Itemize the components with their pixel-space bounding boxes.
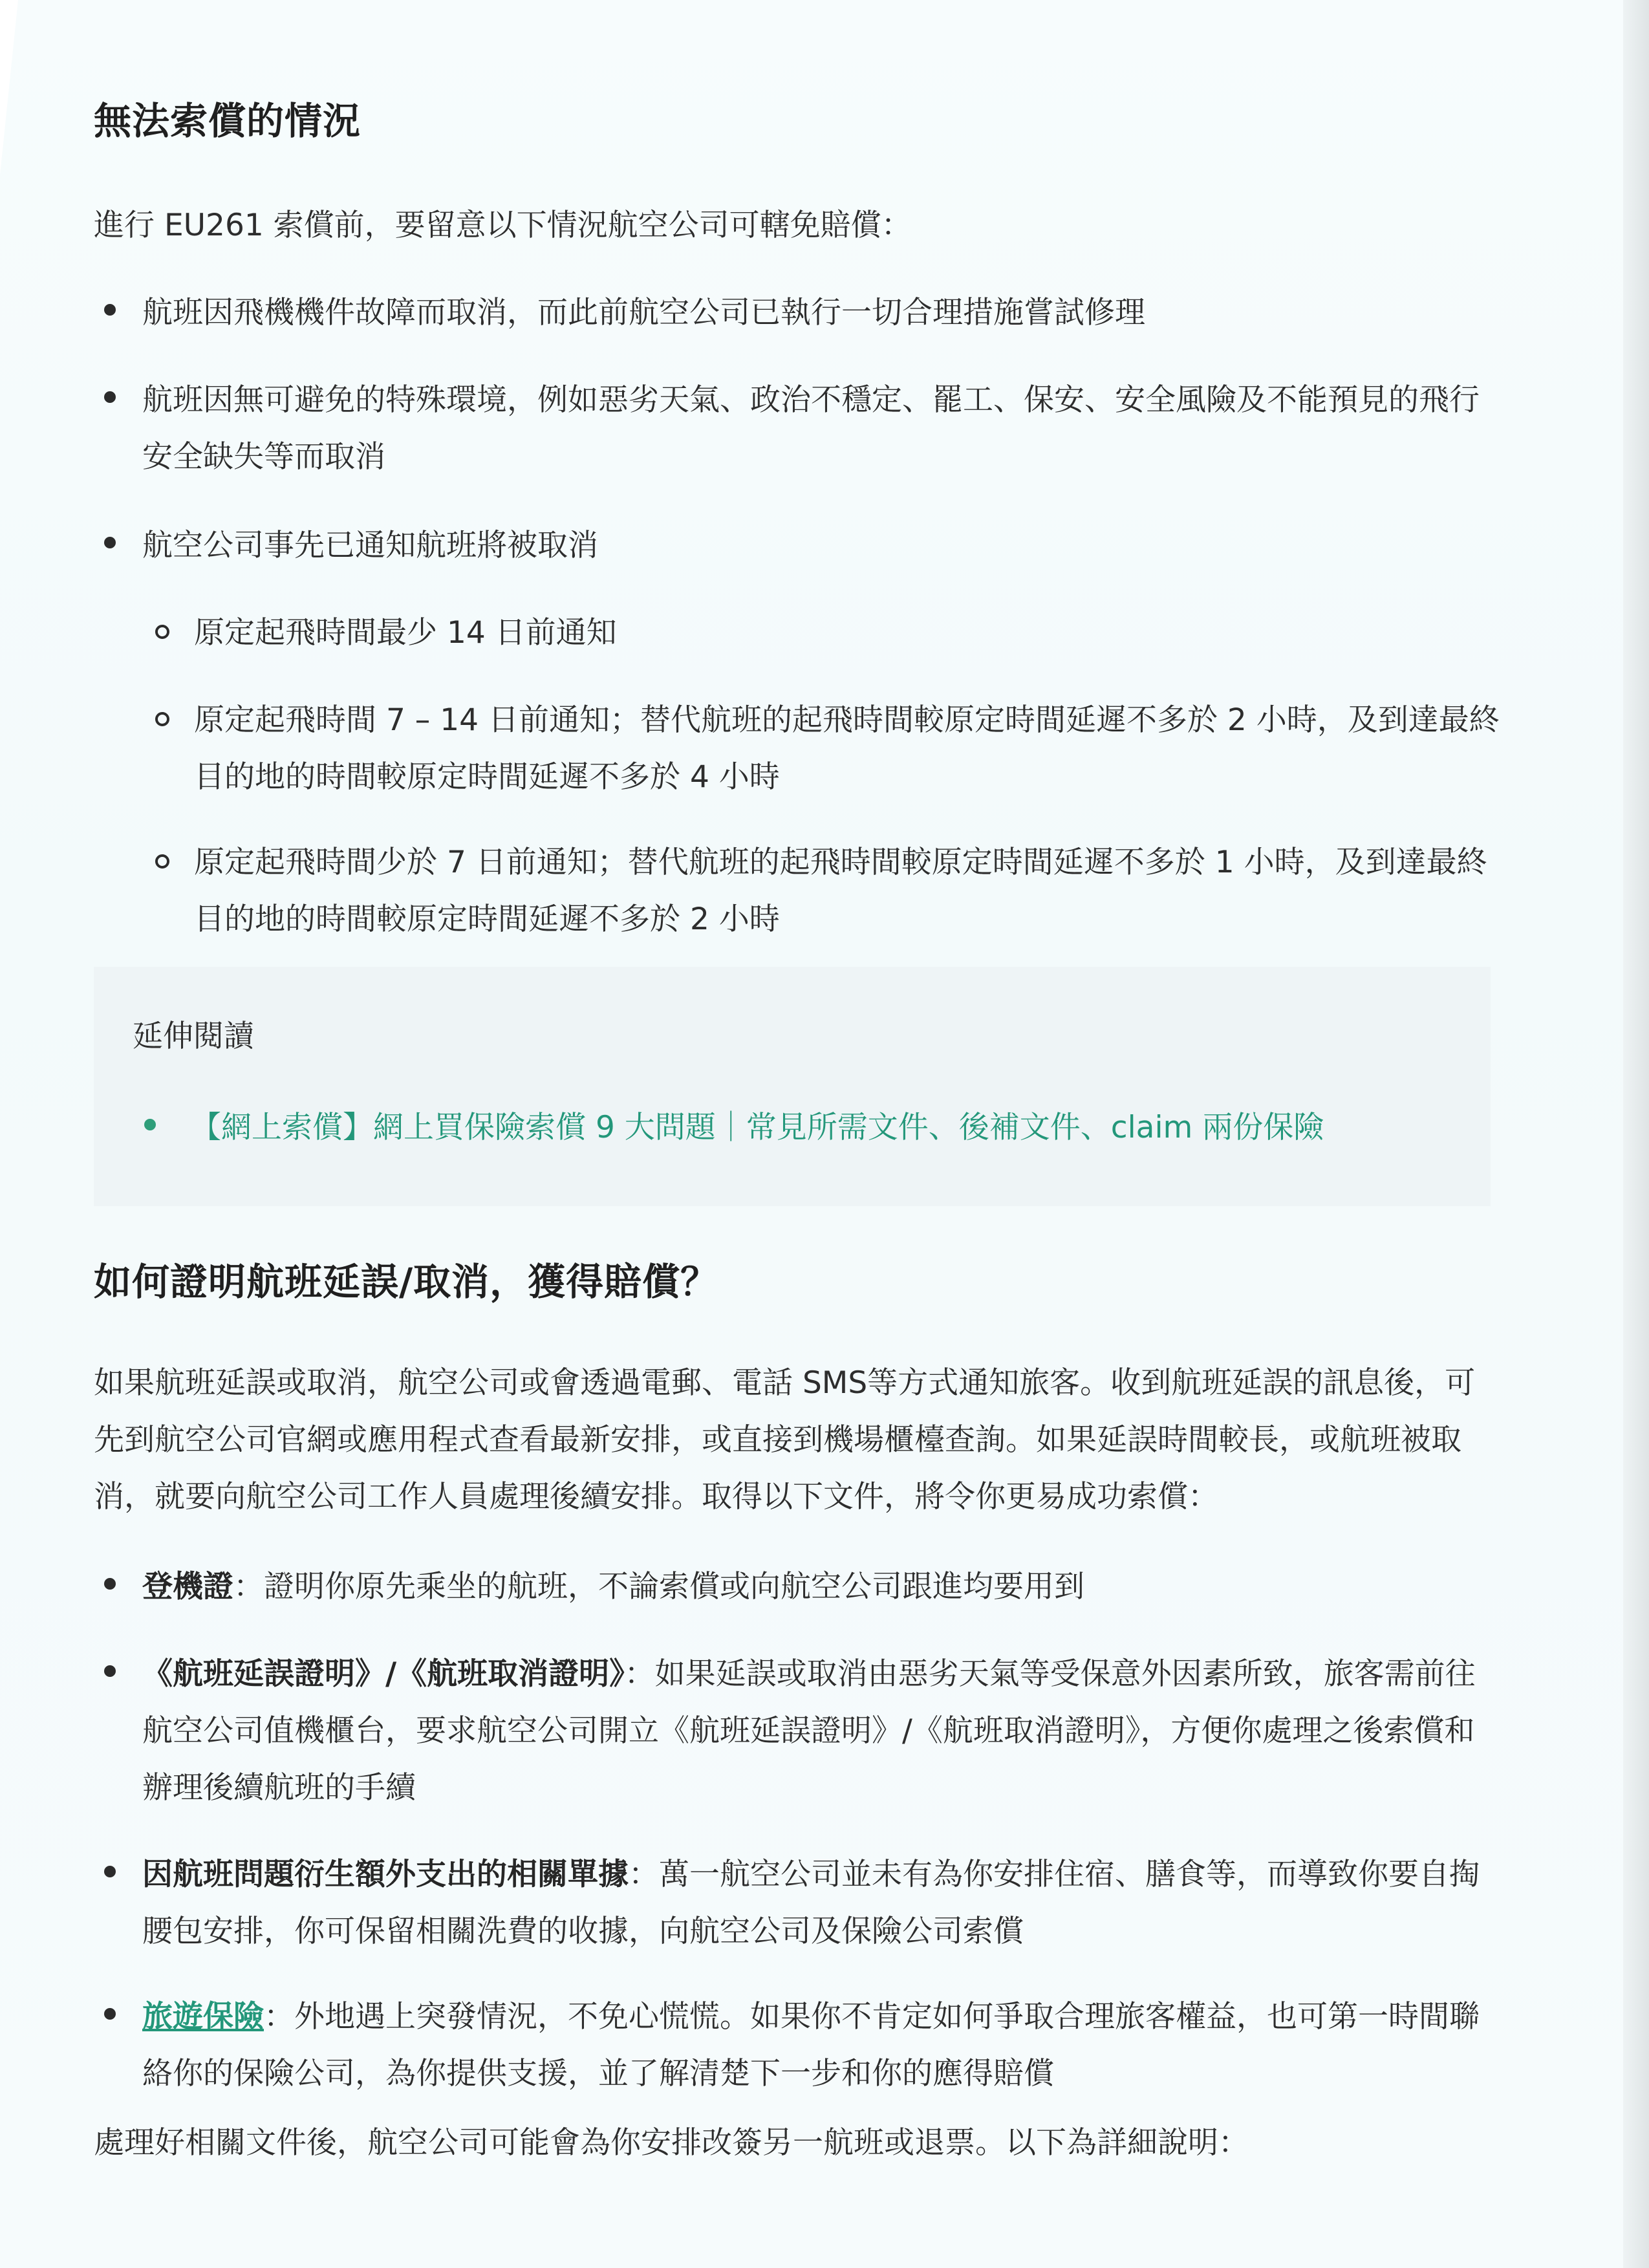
page-edge-shadow — [1623, 0, 1649, 2268]
section1-heading: 無法索償的情況 — [94, 99, 361, 143]
section2-closing: 處理好相關文件後，航空公司可能會為你安排改簽另一航班或退票。以下為詳細說明： — [94, 2125, 1249, 2161]
sub-list-item-text: 原定起飛時間最少 14 日前通知 — [194, 615, 617, 651]
item-term: 因航班問題衍生額外支出的相關單據 — [142, 1857, 629, 1892]
item-term: 《航班延誤證明》/《航班取消證明》 — [142, 1656, 625, 1692]
page-corner-fold — [0, 0, 18, 175]
bullet-icon — [104, 1866, 116, 1877]
green-bullet-icon — [144, 1119, 156, 1130]
list-item-text: 航空公司事先已通知航班將被取消 — [142, 528, 598, 563]
further-reading-box — [94, 967, 1491, 1206]
item-description: ：外地遇上突發情況，不免心慌慌。如果你不肯定如何爭取合理旅客權益，也可第一時間聯絡你的保險公司，為你提供支援，並了解清楚下一步和你的應得賠償 — [142, 1999, 1480, 2091]
bullet-icon — [104, 1665, 116, 1677]
bullet-icon — [104, 537, 116, 548]
circle-bullet-icon — [155, 712, 169, 726]
sub-list-item-text: 原定起飛時間 7 – 14 日前通知；替代航班的起飛時間較原定時間延遲不多於 2 小時，及到達最終目的地的時間較原定時間延遲不多於 4 小時 — [194, 702, 1500, 795]
list-item-text: 航班因飛機機件故障而取消，而此前航空公司已執行一切合理措施嘗試修理 — [142, 295, 1145, 330]
circle-bullet-icon — [155, 854, 169, 869]
bullet-icon — [104, 1578, 116, 1590]
travel-insurance-link[interactable]: 旅遊保險 — [142, 1999, 264, 2035]
list-item-text: 航班因無可避免的特殊環境，例如惡劣天氣、政治不穩定、罷工、保安、安全風險及不能預見的飛行安全缺失等而取消 — [142, 382, 1480, 475]
further-reading-title: 延伸閱讀 — [133, 1019, 254, 1054]
bullet-icon — [104, 391, 116, 403]
bullet-icon — [104, 2008, 116, 2020]
item-description: ：萬一航空公司並未有為你安排住宿、膳食等，而導致你要自掏腰包安排，你可保留相關洗費的收據，向航空公司及保險公司索償 — [142, 1857, 1480, 1949]
section2-intro: 如果航班延誤或取消，航空公司或會透過電郵、電話 SMS等方式通知旅客。收到航班延誤的訊息後，可先到航空公司官網或應用程式查看最新安排，或直接到機場櫃檯查詢。如果延誤時間較長，或航班被取消，就要向航空公司工作人員處理後續安排。取得以下文件，將令你更易成功索償： — [94, 1365, 1476, 1515]
section1-intro: 進行 EU261 索償前，要留意以下情況航空公司可轄免賠償： — [94, 208, 912, 243]
section2-heading: 如何證明航班延誤/取消，獲得賠償？ — [94, 1260, 719, 1304]
item-term: 登機證 — [142, 1569, 233, 1604]
bullet-icon — [104, 304, 116, 316]
item-description: ：如果延誤或取消由惡劣天氣等受保意外因素所致，旅客需前往航空公司值機櫃台，要求航空公司開立《航班延誤證明》/《航班取消證明》，方便你處理之後索償和辦理後續航班的手續 — [142, 1656, 1476, 1806]
item-description: ：證明你原先乘坐的航班，不論索償或向航空公司跟進均要用到 — [233, 1569, 1084, 1604]
further-reading-link[interactable]: 【網上索償】網上買保險索償 9 大問題｜常見所需文件、後補文件、claim 兩份保險 — [191, 1110, 1324, 1145]
circle-bullet-icon — [155, 625, 169, 639]
sub-list-item-text: 原定起飛時間少於 7 日前通知；替代航班的起飛時間較原定時間延遲不多於 1 小時，及到達最終目的地的時間較原定時間延遲不多於 2 小時 — [194, 845, 1487, 937]
